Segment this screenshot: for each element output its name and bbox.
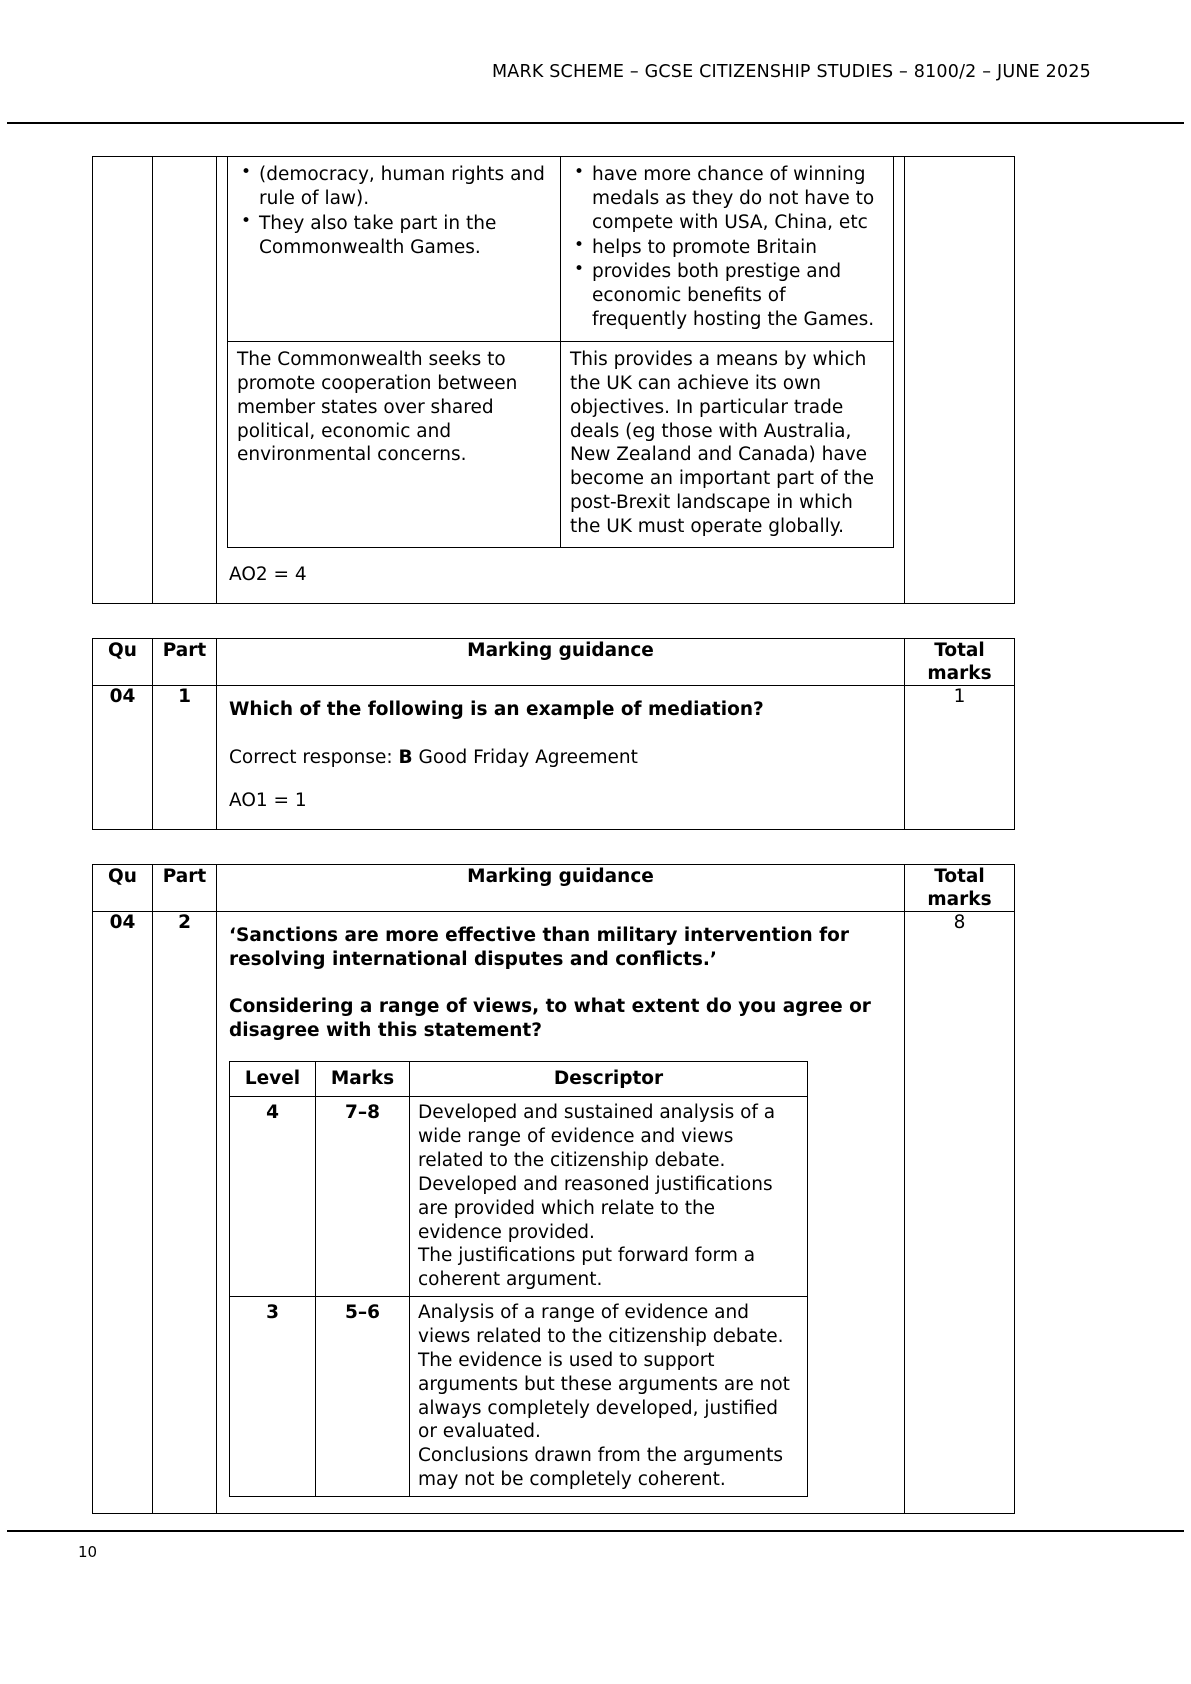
list-item — [259, 163, 551, 211]
question-04-2-table — [92, 864, 1015, 1514]
column-header-part: Part — [153, 864, 217, 911]
table-gap-2 — [92, 830, 1014, 864]
table-gap — [92, 604, 1014, 638]
evidence-right-cell — [561, 157, 894, 342]
levels-header-level: Level — [230, 1062, 316, 1097]
question-number: 04 — [93, 911, 153, 1513]
list-item-text: provides both prestige and economic benefits of frequently hosting the Games. — [592, 261, 875, 331]
evidence-row — [228, 157, 894, 342]
descriptor-line: The evidence is used to support arguments but these arguments are not always completely developed, justified or evaluated. — [418, 1349, 790, 1443]
level-value: 3 — [230, 1297, 316, 1497]
list-item — [259, 212, 551, 260]
guidance-cell — [217, 911, 905, 1513]
correct-response-option: B — [398, 746, 413, 768]
table-header-row — [93, 864, 1015, 911]
column-header-qu: Qu — [93, 864, 153, 911]
continued-answer-table — [92, 156, 1015, 604]
column-header-part: Part — [153, 638, 217, 685]
continued-part-cell — [153, 157, 217, 604]
descriptor-line: Developed and reasoned justifications are provided which relate to the evidence provided. — [418, 1173, 773, 1243]
page-header: MARK SCHEME – GCSE CITIZENSHIP STUDIES – 8100/2 – JUNE 2025 — [491, 62, 1091, 82]
levels-header-descriptor: Descriptor — [410, 1062, 808, 1097]
continued-total-cell — [905, 157, 1015, 604]
question-sub-stem: Considering a range of views, to what extent do you agree or disagree with this statement? — [229, 995, 871, 1042]
evidence-right-list — [570, 163, 884, 332]
ao2-total: AO2 = 4 — [229, 563, 307, 585]
question-number: 04 — [93, 686, 153, 829]
evidence-table — [227, 157, 894, 548]
levels-row — [230, 1097, 808, 1297]
column-header-qu: Qu — [93, 638, 153, 685]
correct-response-text: Good Friday Agreement — [412, 746, 638, 768]
total-marks-value: 1 — [905, 686, 1015, 829]
question-04-1-table — [92, 638, 1015, 830]
list-item — [592, 236, 884, 260]
column-header-total: Total marks — [905, 864, 1015, 911]
continued-qu-cell — [93, 157, 153, 604]
page-content — [92, 156, 1014, 1514]
level-value: 4 — [230, 1097, 316, 1297]
descriptor-line: Analysis of a range of evidence and views related to the citizenship debate. — [418, 1302, 784, 1348]
question-part: 1 — [153, 686, 217, 829]
question-part: 2 — [153, 911, 217, 1513]
evidence-left-cell — [228, 157, 561, 342]
list-item-text: (democracy, human rights and rule of law). — [259, 164, 545, 209]
correct-response-line — [229, 747, 892, 768]
column-header-guidance: Marking guidance — [217, 864, 905, 911]
column-header-guidance: Marking guidance — [217, 638, 905, 685]
list-item-text: They also take part in the Commonwealth Games. — [259, 212, 497, 258]
table-row — [93, 911, 1015, 1513]
descriptor-line: Developed and sustained analysis of a wide range of evidence and views related to the citizenship debate. — [418, 1102, 776, 1171]
list-item-text: helps to promote Britain — [592, 236, 817, 258]
descriptor-line: The justifications put forward form a coherent argument. — [418, 1245, 756, 1291]
column-header-total: Total marks — [905, 638, 1015, 685]
header-divider — [7, 122, 1184, 124]
descriptor-line: Conclusions drawn from the arguments may not be completely coherent. — [418, 1445, 784, 1491]
levels-row — [230, 1297, 808, 1497]
levels-header-row — [230, 1062, 808, 1097]
guidance-cell — [217, 686, 905, 829]
list-item — [592, 260, 884, 332]
question-quote: ‘Sanctions are more effective than military intervention for resolving international disputes and conflicts.’ — [229, 924, 850, 971]
correct-response-label: Correct response: — [229, 746, 399, 768]
page-number: 10 — [78, 1543, 98, 1561]
list-item-text: have more chance of winning medals as they do not have to compete with USA, China, etc — [592, 164, 875, 233]
table-header-row — [93, 638, 1015, 685]
evidence-right-cell: This provides a means by which the UK can achieve its own objectives. In particular trade deals (eg those with Australia, New Zealand and Canada) have become an important part of the post-Brexit landscape in which the UK must operate globally. — [561, 342, 894, 548]
levels-header-marks: Marks — [316, 1062, 410, 1097]
evidence-row — [228, 342, 894, 548]
question-stem: Which of the following is an example of mediation? — [229, 699, 764, 721]
marks-range: 7–8 — [316, 1097, 410, 1297]
continued-guidance-cell — [217, 157, 905, 604]
ao1-total: AO1 = 1 — [229, 789, 307, 811]
marks-range: 5–6 — [316, 1297, 410, 1497]
table-row — [93, 686, 1015, 829]
descriptor-cell — [410, 1097, 808, 1297]
footer-divider — [7, 1530, 1184, 1532]
list-item — [592, 163, 884, 235]
evidence-left-list — [237, 163, 551, 259]
total-marks-value: 8 — [905, 911, 1015, 1513]
evidence-left-cell: The Commonwealth seeks to promote cooperation between member states over shared political, economic and environmental concerns. — [228, 342, 561, 548]
descriptor-cell — [410, 1297, 808, 1497]
level-descriptor-table — [229, 1061, 808, 1497]
